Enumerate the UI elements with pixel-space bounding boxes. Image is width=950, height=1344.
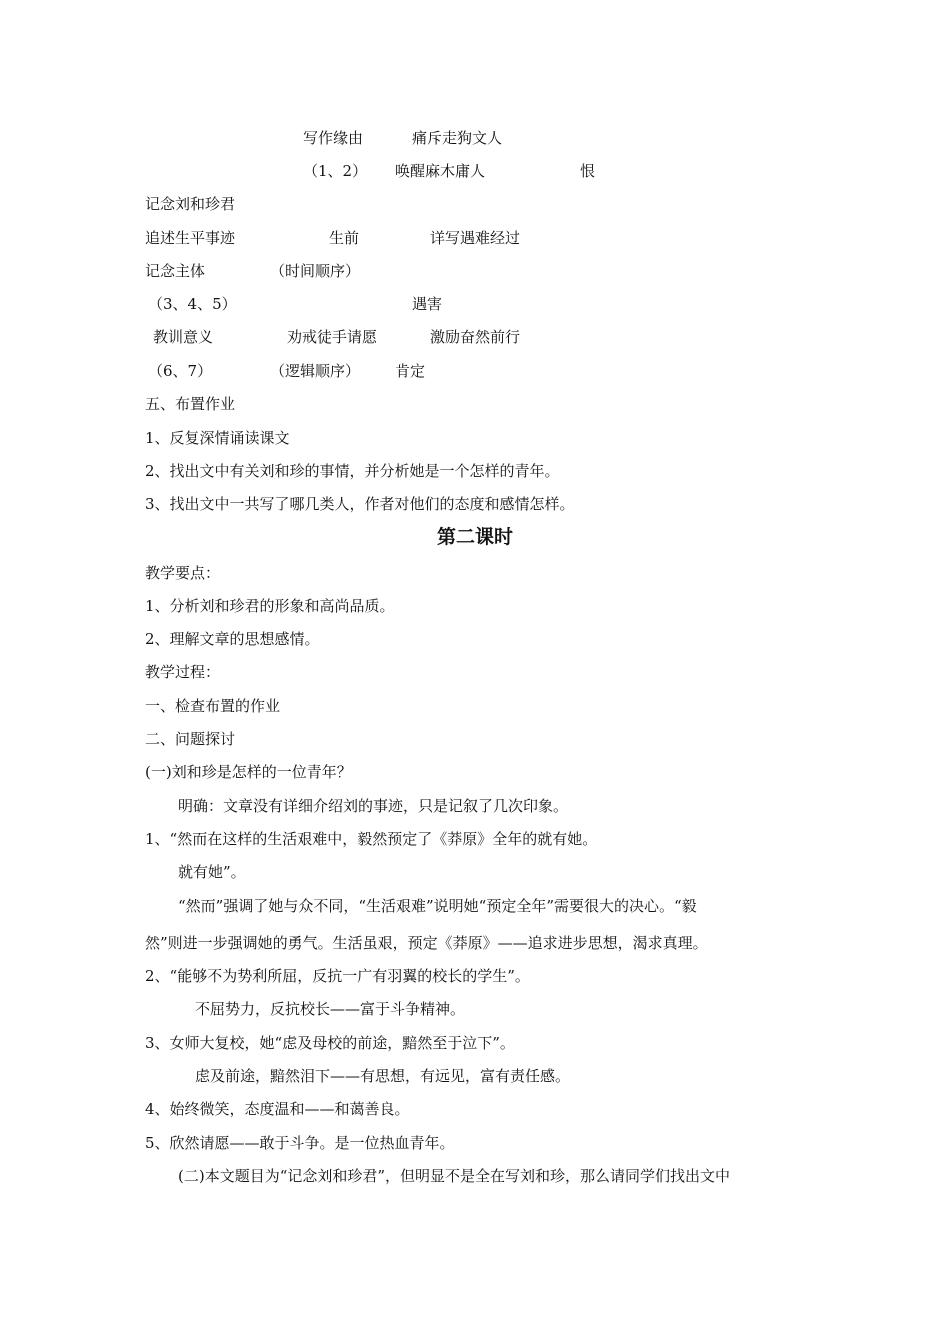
- diagram-hate: 恨: [580, 162, 596, 180]
- diagram-lesson-meaning: 教训意义: [153, 328, 214, 346]
- teaching-point: 2、理解文章的思想感情。: [145, 630, 320, 648]
- diagram-para-1-2: （1、2）: [303, 162, 368, 180]
- diagram-affirm: 肯定: [395, 362, 426, 380]
- process-step-1: 一、检查布置的作业: [145, 697, 281, 715]
- diagram-killed: 遇害: [412, 295, 443, 313]
- diagram-detail-death: 详写遇难经过: [430, 229, 521, 247]
- diagram-recount-life: 追述生平事迹: [145, 229, 236, 247]
- diagram-para-3-5: （3、4、5）: [148, 295, 237, 313]
- diagram-logic-order: （逻辑顺序）: [270, 362, 361, 380]
- homework-item: 2、找出文中有关刘和珍的事情，并分析她是一个怎样的青年。: [145, 462, 560, 480]
- teaching-points-heading: 教学要点：: [145, 564, 221, 582]
- teaching-point: 1、分析刘和珍君的形象和高尚品质。: [145, 597, 395, 615]
- point-5: 5、欣然请愿——敢于斗争。是一位热血青年。: [145, 1134, 455, 1152]
- point-1-analysis: “然而”强调了她与众不同，“生活艰难”说明她“预定全年”需要很大的决心。“毅: [178, 897, 697, 915]
- process-step-2: 二、问题探讨: [145, 730, 236, 748]
- point-1-quote-cont: 就有她”。: [178, 863, 246, 881]
- teaching-process-heading: 教学过程：: [145, 663, 221, 681]
- point-4: 4、始终微笑，态度温和——和蔼善良。: [145, 1100, 410, 1118]
- point-2-analysis: 不屈势力，反抗校长——富于斗争精神。: [195, 1000, 466, 1018]
- homework-item: 3、找出文中一共写了哪几类人，作者对他们的态度和感情怎样。: [145, 495, 575, 513]
- point-2-quote: 2、“能够不为势利所屈，反抗一广有羽翼的校长的学生”。: [145, 967, 530, 985]
- homework-heading: 五、布置作业: [145, 395, 236, 413]
- diagram-awaken-people: 唤醒麻木庸人: [395, 162, 486, 180]
- question-1: (一)刘和珍是怎样的一位青年？: [145, 763, 352, 781]
- homework-item: 1、反复深情诵读课文: [145, 429, 290, 447]
- diagram-para-6-7: （6、7）: [148, 362, 213, 380]
- diagram-main-body: 记念主体: [145, 262, 206, 280]
- diagram-root-title: 记念刘和珍君: [145, 195, 236, 213]
- diagram-encourage: 激励奋然前行: [430, 328, 521, 346]
- diagram-advise-petition: 劝戒徒手请愿: [287, 328, 378, 346]
- diagram-writing-reason: 写作缘由: [303, 129, 364, 147]
- lesson2-title: 第二课时: [436, 526, 513, 548]
- diagram-condemn-scholars: 痛斥走狗文人: [412, 129, 503, 147]
- point-3-analysis: 虑及前途，黯然泪下——有思想，有远见，富有责任感。: [195, 1067, 571, 1085]
- point-1-quote: 1、“然而在这样的生活艰难中，毅然预定了《莽原》全年的就有她。: [145, 830, 598, 848]
- point-3-quote: 3、女师大复校，她“虑及母校的前途，黯然至于泣下”。: [145, 1034, 515, 1052]
- question-2: (二)本文题目为“记念刘和珍君”，但明显不是全在写刘和珍，那么请同学们找出文中: [178, 1167, 731, 1185]
- diagram-before-death: 生前: [329, 229, 360, 247]
- question-1-answer: 明确：文章没有详细介绍刘的事迹，只是记叙了几次印象。: [178, 797, 569, 815]
- diagram-time-order: （时间顺序）: [270, 262, 361, 280]
- point-1-analysis-cont: 然”则进一步强调她的勇气。生活虽艰，预定《莽原》——追求进步思想，渴求真理。: [145, 934, 708, 952]
